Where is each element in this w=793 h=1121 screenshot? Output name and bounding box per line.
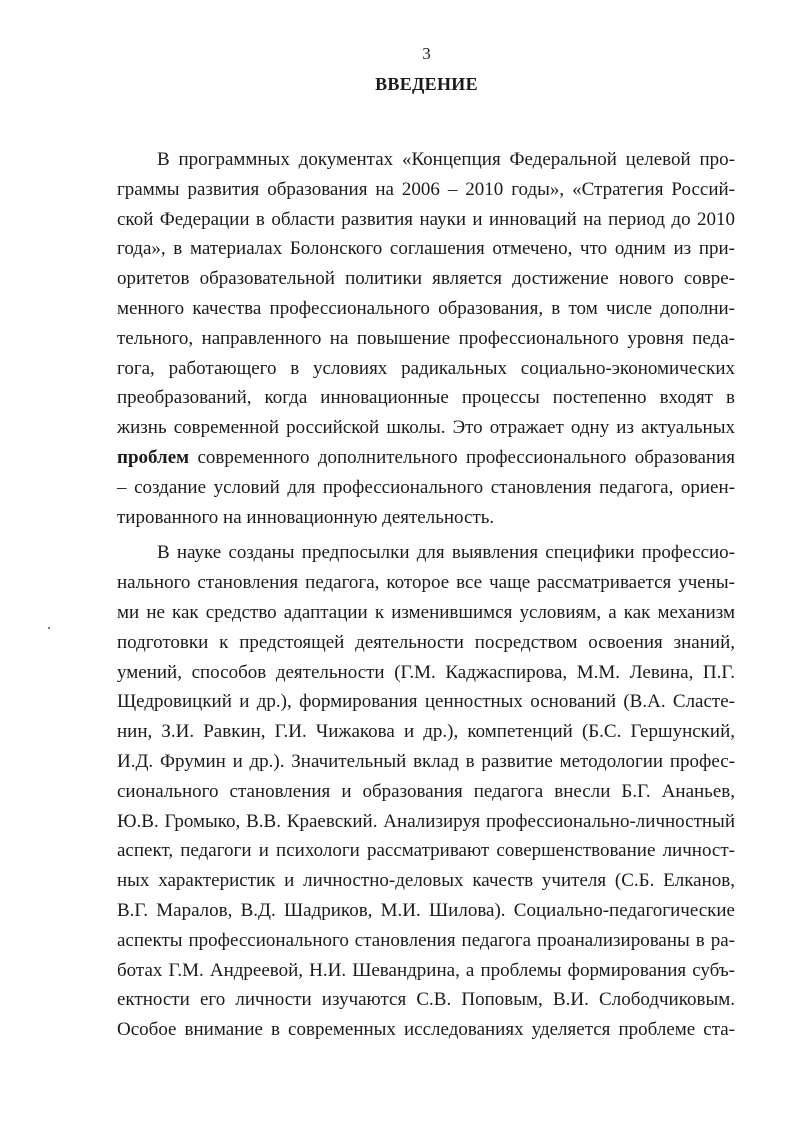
bold-line-rest: современного дополнительного профессионального образования <box>189 446 735 468</box>
paragraph-line: Щедровицкий и др.), формирования ценностных оснований (В.А. Сласте- <box>117 691 735 713</box>
paragraph-line-bold <box>117 443 735 473</box>
paragraph-line: жизнь современной российской школы. Это отражает одну из актуальных <box>117 417 735 439</box>
page-title: ВВЕДЕНИЕ <box>375 74 478 94</box>
paragraph-line: ектности его личности изучаются С.В. Поповым, В.И. Слободчиковым. <box>117 989 735 1011</box>
scan-speck <box>48 627 50 629</box>
paragraph-line: менного качества профессионального образования, в том числе дополни- <box>117 297 735 319</box>
paragraph-line: ных характеристик и личностно-деловых качеств учителя (С.Б. Елканов, <box>117 870 735 892</box>
paragraph-line: ми не как средство адаптации к изменившимся условиям, а как механизм <box>117 601 735 623</box>
paragraph-line: тированного на инновационную деятельность. <box>117 506 495 528</box>
bold-keyword: проблем <box>117 446 190 468</box>
paragraph-line: Ю.В. Громыко, В.В. Краевский. Анализируя профессионально-личностный <box>117 810 735 832</box>
paragraph-line: В программных документах «Концепция Федеральной целевой про- <box>157 149 735 170</box>
paragraph-line: Особое внимание в современных исследованиях уделяется проблеме ста- <box>117 1019 735 1041</box>
paragraph-line: И.Д. Фрумин и др.). Значительный вклад в развитие методологии профес- <box>117 750 735 772</box>
paragraph-line: гога, работающего в условиях радикальных социально-экономических <box>117 357 735 379</box>
paragraph-line: В науке созданы предпосылки для выявления специфики профессио- <box>157 542 735 564</box>
paragraph-line: граммы развития образования на 2006 – 2010 годы», «Стратегия Россий- <box>117 178 735 200</box>
paragraph-line: аспекты профессионального становления педагога проанализированы в ра- <box>117 929 735 951</box>
paragraph-line: преобразований, когда инновационные процессы постепенно входят в <box>117 387 735 409</box>
paragraph-line: подготовки к предстоящей деятельности посредством освоения знаний, <box>117 631 735 653</box>
paragraph-line: нального становления педагога, которое все чаще рассматривается учены- <box>117 572 735 594</box>
paragraph-line: оритетов образовательной политики является достижение нового совре- <box>117 268 735 290</box>
paragraph-line: ской Федерации в области развития науки и инноваций на период до 2010 <box>117 208 735 230</box>
paragraph-line: ботах Г.М. Андреевой, Н.И. Шевандрина, а проблемы формирования субъ- <box>117 959 735 981</box>
paragraph-line: тельного, направленного на повышение профессионального уровня педа- <box>117 327 735 349</box>
page-number: 3 <box>422 44 431 63</box>
paragraph-line: В.Г. Маралов, В.Д. Шадриков, М.И. Шилова). Социально-педагогические <box>117 899 735 921</box>
paragraph-line: аспект, педагоги и психологи рассматривают совершенствование личност- <box>117 840 735 862</box>
paragraph-line: нин, З.И. Равкин, Г.И. Чижакова и др.), компетенций (Б.С. Гершунский, <box>117 721 735 743</box>
paragraph-line: – создание условий для профессионального становления педагога, ориен- <box>117 476 735 498</box>
paragraph-line: сионального становления и образования педагога внесли Б.Г. Ананьев, <box>117 780 735 802</box>
paragraph-line: умений, способов деятельности (Г.М. Каджаспирова, М.М. Левина, П.Г. <box>117 661 735 683</box>
body-text <box>117 145 735 1045</box>
paragraph-line: года», в материалах Болонского соглашения отмечено, что одним из при- <box>117 238 735 260</box>
